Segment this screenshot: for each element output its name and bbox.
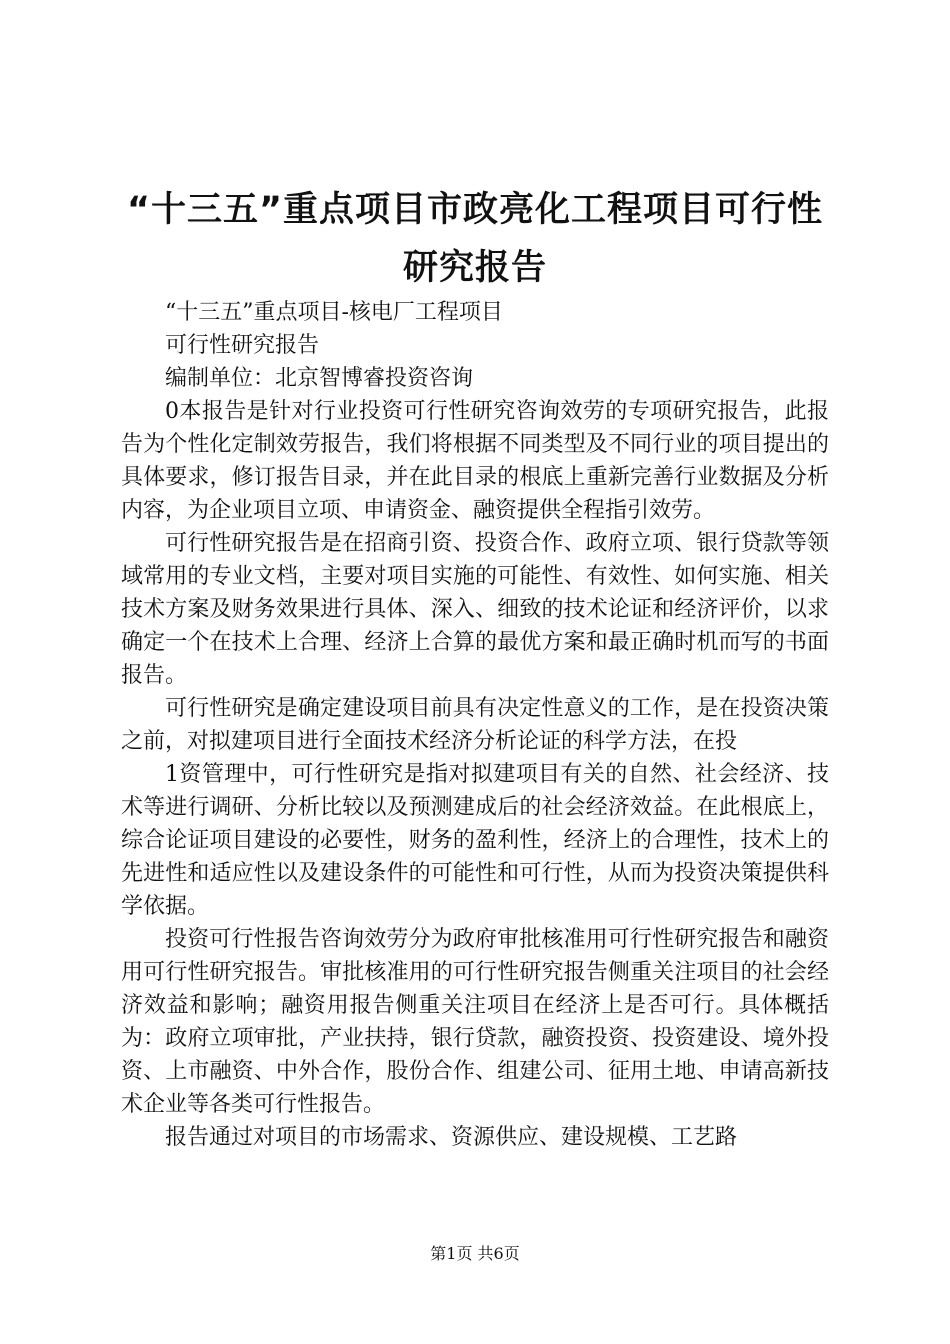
- paragraph: 可行性研究是确定建设项目前具有决定性意义的工作，是在投资决策之前，对拟建项目进行全面技术经济分析论证的科学方法，在投: [121, 696, 829, 754]
- paragraph: 0本报告是针对行业投资可行性研究咨询效劳的专项研究报告，此报告为个性化定制效劳报告，我们将根据不同类型及不同行业的项目提出的具体要求，修订报告目录，并在此目录的根底上重新完善行业数据及分析内容，为企业项目立项、申请资金、融资提供全程指引效劳。: [121, 399, 829, 523]
- document-title-line-2: 研究报告: [402, 248, 547, 288]
- subtitle-project: “十三五”重点项目-核电厂工程项目: [165, 300, 503, 325]
- document-title-line-1: “十三五”重点项目市政亮化工程项目可行性: [126, 190, 823, 230]
- paragraph: 1资管理中，可行性研究是指对拟建项目有关的自然、社会经济、技术等进行调研、分析比较以及预测建成后的社会经济效益。在此根底上，综合论证项目建设的必要性，财务的盈利性，经济上的合理性，技术上的先进性和适应性以及建设条件的可能性和可行性，从而为投资决策提供科学依据。: [121, 762, 829, 919]
- page-number-footer: 第1页 共6页: [430, 1244, 520, 1263]
- subtitle-report: 可行性研究报告: [165, 333, 320, 358]
- paragraph: 报告通过对项目的市场需求、资源供应、建设规模、工艺路: [165, 1125, 738, 1150]
- paragraph: 投资可行性报告咨询效劳分为政府审批核准用可行性研究报告和融资用可行性研究报告。审批核准用的可行性研究报告侧重关注项目的社会经济效益和影响；融资用报告侧重关注项目在经济上是否可行。具体概括为：政府立项审批，产业扶持，银行贷款，融资投资、投资建设、境外投资、上市融资、中外合作，股份合作、组建公司、征用土地、申请高新技术企业等各类可行性报告。: [121, 927, 829, 1117]
- compiler-line: 编制单位：北京智博睿投资咨询: [165, 366, 474, 391]
- document-body: [121, 296, 829, 1154]
- paragraph: 可行性研究报告是在招商引资、投资合作、政府立项、银行贷款等领域常用的专业文档，主要对项目实施的可能性、有效性、如何实施、相关技术方案及财务效果进行具体、深入、细致的技术论证和经济评价，以求确定一个在技术上合理、经济上合算的最优方案和最正确时机而写的书面报告。: [121, 531, 829, 688]
